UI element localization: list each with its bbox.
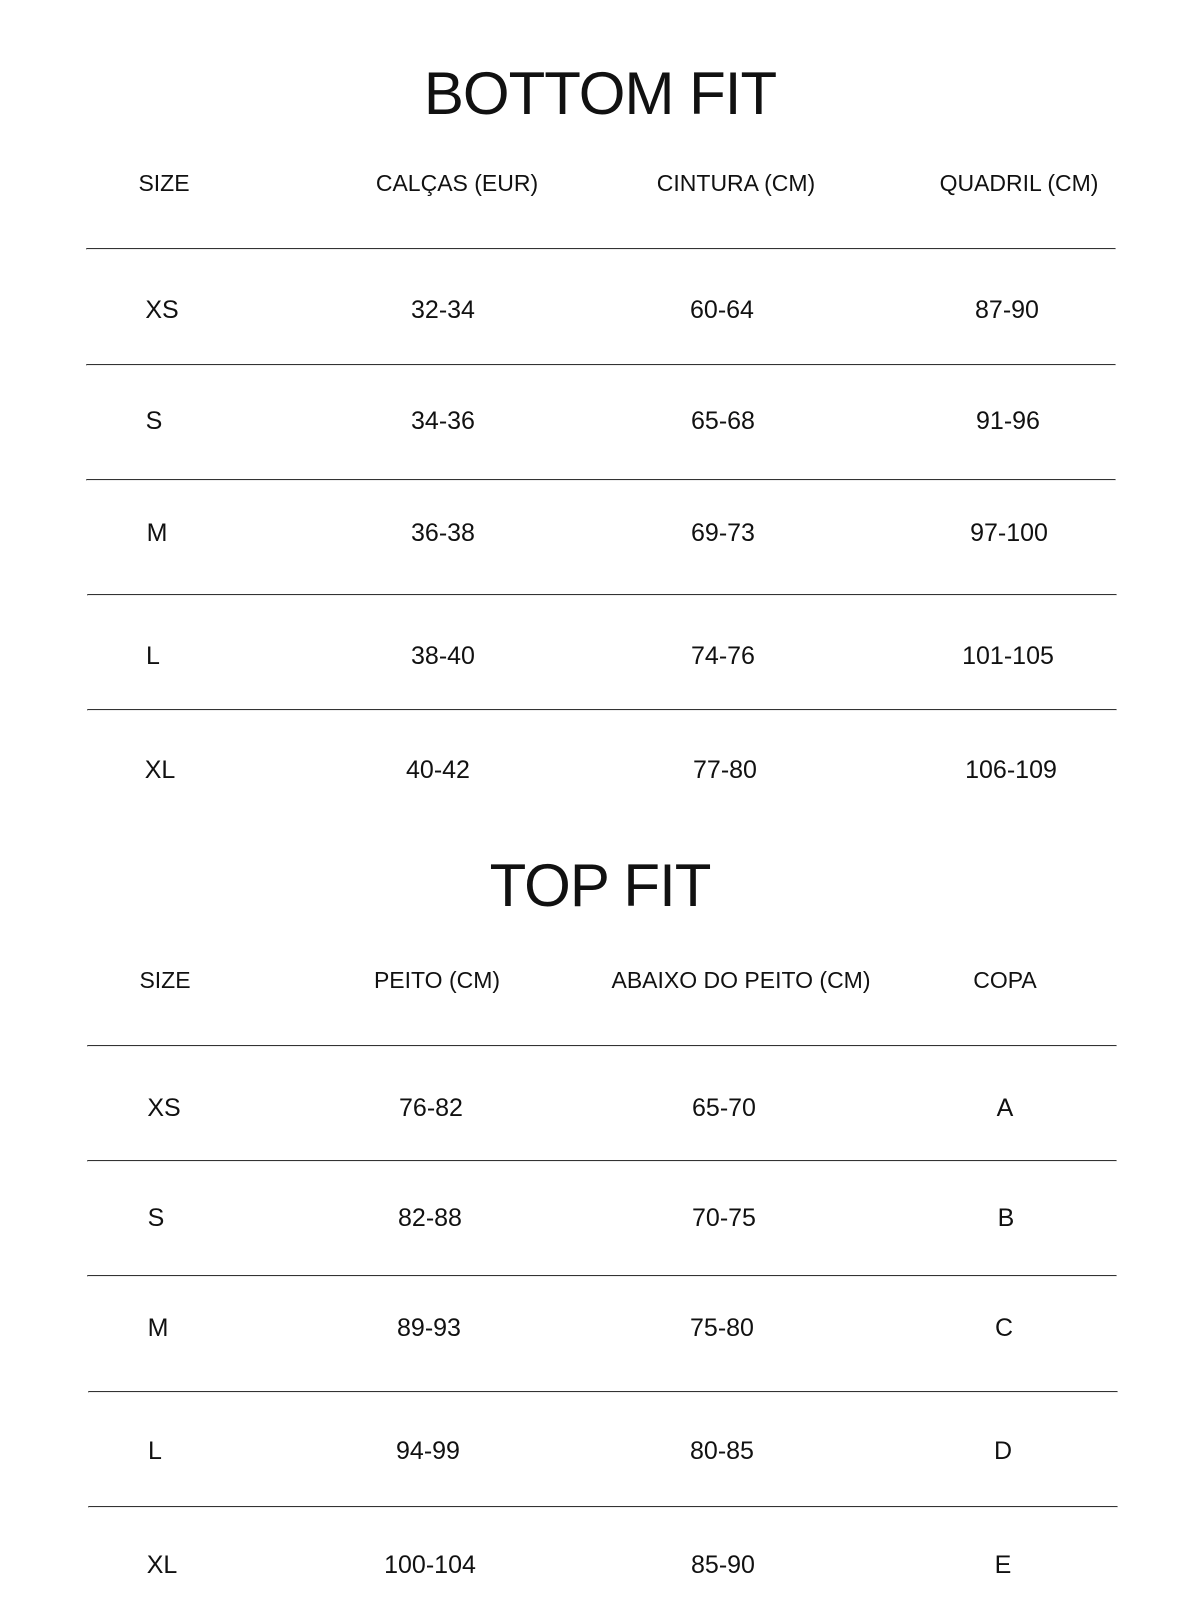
top-fit-divider (87, 1045, 1117, 1047)
top-fit-size-cell: M (147, 1314, 169, 1342)
top-fit-title: TOP FIT (489, 852, 711, 919)
bottom-fit-cintura-cell: 65-68 (691, 407, 755, 435)
bottom-fit-cintura-cell: 74-76 (691, 642, 755, 670)
bottom-fit-divider (87, 594, 1117, 596)
top-fit-abaixo-cell: 85-90 (691, 1551, 755, 1579)
top-fit-abaixo-cell: 65-70 (692, 1094, 756, 1122)
top-fit-header-peito: PEITO (CM) (373, 967, 501, 993)
bottom-fit-size-cell: L (146, 642, 160, 670)
top-fit-header-abaixo-do-peito: ABAIXO DO PEITO (CM) (611, 967, 871, 993)
top-fit-copa-cell: E (994, 1551, 1012, 1579)
bottom-fit-title: BOTTOM FIT (423, 60, 777, 127)
top-fit-peito-cell: 82-88 (398, 1204, 462, 1232)
top-fit-peito-cell: 89-93 (397, 1314, 461, 1342)
bottom-fit-size-cell: XL (144, 756, 176, 784)
bottom-fit-header-row (0, 163, 1200, 203)
top-fit-peito-cell: 94-99 (396, 1437, 460, 1465)
bottom-fit-calcas-cell: 32-34 (411, 296, 475, 324)
bottom-fit-row (0, 750, 1200, 790)
bottom-fit-quadril-cell: 106-109 (965, 756, 1057, 784)
bottom-fit-calcas-cell: 38-40 (411, 642, 475, 670)
top-fit-abaixo-cell: 70-75 (692, 1204, 756, 1232)
bottom-fit-cintura-cell: 60-64 (690, 296, 754, 324)
top-fit-row (0, 1308, 1200, 1348)
top-fit-peito-cell: 76-82 (399, 1094, 463, 1122)
bottom-fit-row (0, 513, 1200, 553)
bottom-fit-header-calcas: CALÇAS (EUR) (375, 170, 539, 196)
bottom-fit-size-cell: S (145, 407, 163, 435)
top-fit-row (0, 1198, 1200, 1238)
bottom-fit-header-size: SIZE (138, 170, 190, 196)
top-fit-row (0, 1431, 1200, 1471)
top-fit-row (0, 1088, 1200, 1128)
top-fit-copa-cell: D (993, 1437, 1013, 1465)
bottom-fit-header-cintura: CINTURA (CM) (656, 170, 816, 196)
top-fit-divider (87, 1160, 1117, 1162)
top-fit-row (0, 1545, 1200, 1585)
bottom-fit-header-quadril: QUADRIL (CM) (939, 170, 1099, 196)
top-fit-size-cell: XL (146, 1551, 178, 1579)
top-fit-divider (87, 1275, 1117, 1277)
bottom-fit-calcas-cell: 40-42 (406, 756, 470, 784)
top-fit-abaixo-cell: 75-80 (690, 1314, 754, 1342)
bottom-fit-divider (87, 709, 1117, 711)
top-fit-header-copa: COPA (973, 967, 1037, 993)
bottom-fit-row (0, 290, 1200, 330)
bottom-fit-quadril-cell: 101-105 (962, 642, 1054, 670)
top-fit-size-cell: S (147, 1204, 165, 1232)
top-fit-peito-cell: 100-104 (384, 1551, 476, 1579)
top-fit-copa-cell: C (994, 1314, 1014, 1342)
bottom-fit-divider (86, 248, 1116, 250)
bottom-fit-quadril-cell: 97-100 (970, 519, 1048, 547)
bottom-fit-calcas-cell: 34-36 (411, 407, 475, 435)
top-fit-size-cell: XS (147, 1094, 181, 1122)
bottom-fit-size-cell: M (146, 519, 168, 547)
top-fit-copa-cell: B (997, 1204, 1015, 1232)
bottom-fit-divider (86, 479, 1116, 481)
top-fit-header-size: SIZE (139, 967, 191, 993)
bottom-fit-cintura-cell: 77-80 (693, 756, 757, 784)
top-fit-divider (88, 1506, 1118, 1508)
bottom-fit-size-cell: XS (145, 296, 179, 324)
bottom-fit-quadril-cell: 91-96 (976, 407, 1040, 435)
bottom-fit-quadril-cell: 87-90 (975, 296, 1039, 324)
top-fit-copa-cell: A (996, 1094, 1014, 1122)
bottom-fit-calcas-cell: 36-38 (411, 519, 475, 547)
bottom-fit-row (0, 401, 1200, 441)
bottom-fit-row (0, 636, 1200, 676)
bottom-fit-cintura-cell: 69-73 (691, 519, 755, 547)
top-fit-divider (88, 1391, 1118, 1393)
top-fit-header-row (0, 960, 1200, 1000)
top-fit-size-cell: L (148, 1437, 162, 1465)
bottom-fit-divider (86, 364, 1116, 366)
top-fit-abaixo-cell: 80-85 (690, 1437, 754, 1465)
